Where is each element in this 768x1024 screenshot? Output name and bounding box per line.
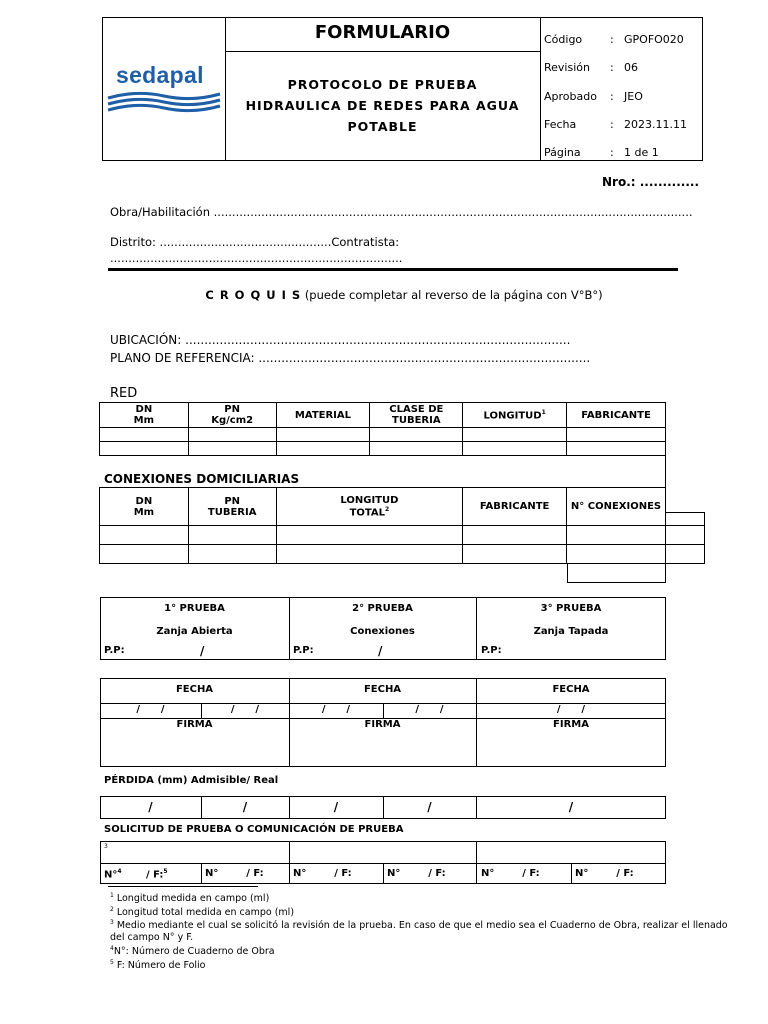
solicitud-cell-5[interactable]: N° / F: [481,868,540,879]
conexiones-title: CONEXIONES DOMICILIARIAS [104,472,300,486]
prueba-1-slash: / [200,644,205,658]
red-header-clase: CLASE DE TUBERIA [370,403,463,428]
fecha-label-1: FECHA [175,684,214,695]
prueba-2-subtitle: Conexiones [350,626,415,637]
distrito-field[interactable]: Distrito: ...............................................Contratista: [110,235,400,249]
logo-waves-icon [106,88,222,114]
footnote-2: $^2$ Longitud total medida en campo (ml) [110,906,295,918]
solicitud-cell-1[interactable]: N°$^4$ / F:$^5$ [104,868,168,881]
meta-label: Aprobado [544,90,597,103]
footnote-3-cont: del campo N° y F. [110,932,194,943]
footnote-1: $^1$ Longitud medida en campo (ml) [110,892,270,904]
meta-colon: : [610,33,614,46]
meta-value: 06 [624,61,638,74]
footnote-4: $^4$N°: Número de Cuaderno de Obra [110,945,275,957]
perdida-input-3[interactable]: / [333,800,339,814]
table-row [100,442,666,456]
contratista-field[interactable]: ................................................................................ [110,251,403,265]
conex-extra-cell[interactable] [665,544,705,564]
logo-text: sedapal [116,62,204,88]
meta-value: 1 de 1 [624,146,659,159]
solicitud-sup: 3 [104,843,108,850]
red-table [99,402,666,456]
table-row [100,526,666,545]
perdida-title: PÉRDIDA (mm) Admisible/ Real [104,775,279,786]
footnote-divider [108,886,258,887]
firma-label-2: FIRMA [364,719,401,730]
date-input-3[interactable]: / / [556,704,586,715]
sedapal-logo [106,62,222,118]
solicitud-title: SOLICITUD DE PRUEBA O COMUNICACIÓN DE PRUEBA [104,824,404,835]
red-header-material: MATERIAL [276,403,370,428]
perdida-input-2[interactable]: / [242,800,248,814]
meta-value: 2023.11.11 [624,118,687,131]
conex-header-longitud: LONGITUD TOTAL$^2$ [276,488,463,526]
perdida-input-5[interactable]: / [568,800,574,814]
date-input-1a[interactable]: / / [136,704,165,715]
table-row [100,545,666,564]
meta-colon: : [610,146,614,159]
nro-field[interactable]: Nro.: ............. [602,175,700,189]
red-header-longitud: LONGITUD$^1$ [463,403,567,428]
date-input-1b[interactable]: / / [230,704,260,715]
red-header-dn: DN Mm [100,403,189,428]
prueba-2-slash: / [378,644,383,658]
protocol-line-2: HIDRAULICA DE REDES PARA AGUA [245,98,520,113]
meta-colon: : [610,118,614,131]
prueba-3-subtitle: Zanja Tapada [533,626,609,637]
protocol-line-3: POTABLE [347,119,418,134]
ubicacion-field[interactable]: UBICACIÓN: ..................................................................................................... [110,333,571,347]
conex-header-pn: PN TUBERIA [188,488,276,526]
red-header-pn: PN Kg/cm2 [188,403,276,428]
form-title: FORMULARIO [314,22,451,43]
conex-header-conexiones: N° CONEXIONES [567,488,666,526]
meta-label: Página [544,146,581,159]
table-row [100,428,666,442]
perdida-input-4[interactable]: / [427,800,432,814]
plano-field[interactable]: PLANO DE REFERENCIA: ....................................................................................... [110,351,591,365]
solicitud-cell-3[interactable]: N° / F: [293,868,352,879]
prueba-2-title: 2° PRUEBA [352,603,413,614]
prueba-2-pp: P.P: [293,645,314,656]
protocol-line-1: PROTOCOLO DE PRUEBA [287,77,478,92]
croquis-title: C R O Q U I S [205,288,302,302]
conex-header-fabricante: FABRICANTE [463,488,567,526]
meta-label: Código [544,33,583,46]
date-input-2b[interactable]: / / [415,704,444,715]
prueba-3-title: 3° PRUEBA [540,603,602,614]
conex-total-cell[interactable] [567,563,666,583]
solicitud-cell-4[interactable]: N° / F: [387,868,446,879]
firma-label-1: FIRMA [176,719,213,730]
solicitud-cell-2[interactable]: N° / F: [205,868,264,879]
footnote-3: $^3$ Medio mediante el cual se solicitó la revisión de la prueba. En caso de que el medio sea el Cuaderno de Obra, realizar el llenado [110,919,728,931]
conex-extra-cell[interactable] [665,512,705,526]
meta-label: Fecha [544,118,577,131]
meta-label: Revisión [544,61,590,74]
red-header-fabricante: FABRICANTE [567,403,666,428]
prueba-1-subtitle: Zanja Abierta [156,626,233,637]
croquis-heading [108,288,700,302]
conex-extra-cell[interactable] [665,525,705,545]
prueba-1-title: 1° PRUEBA [164,603,225,614]
obra-field[interactable]: Obra/Habilitación ................................................................................................................................... [110,205,693,219]
prueba-1-pp: P.P: [104,645,125,656]
prueba-3-pp: P.P: [481,645,502,656]
footnote-5: $^5$ F: Número de Folio [110,959,206,971]
protocol-title [225,74,540,137]
fecha-label-3: FECHA [552,684,590,695]
conexiones-table [99,487,666,564]
red-title: RED [110,386,138,401]
meta-colon: : [610,61,614,74]
fecha-label-2: FECHA [363,684,402,695]
perdida-input-1[interactable]: / [148,800,153,814]
solicitud-cell-6[interactable]: N° / F: [575,868,634,879]
conex-header-dn: DN Mm [100,488,189,526]
date-input-2a[interactable]: / / [321,704,351,715]
firma-label-3: FIRMA [553,719,589,730]
meta-value: GPOFO020 [624,33,684,46]
meta-colon: : [610,90,614,103]
divider-thick [108,268,678,271]
meta-value: JEO [624,90,643,103]
croquis-note: (puede completar al reverso de la página con V°B°) [304,288,603,302]
